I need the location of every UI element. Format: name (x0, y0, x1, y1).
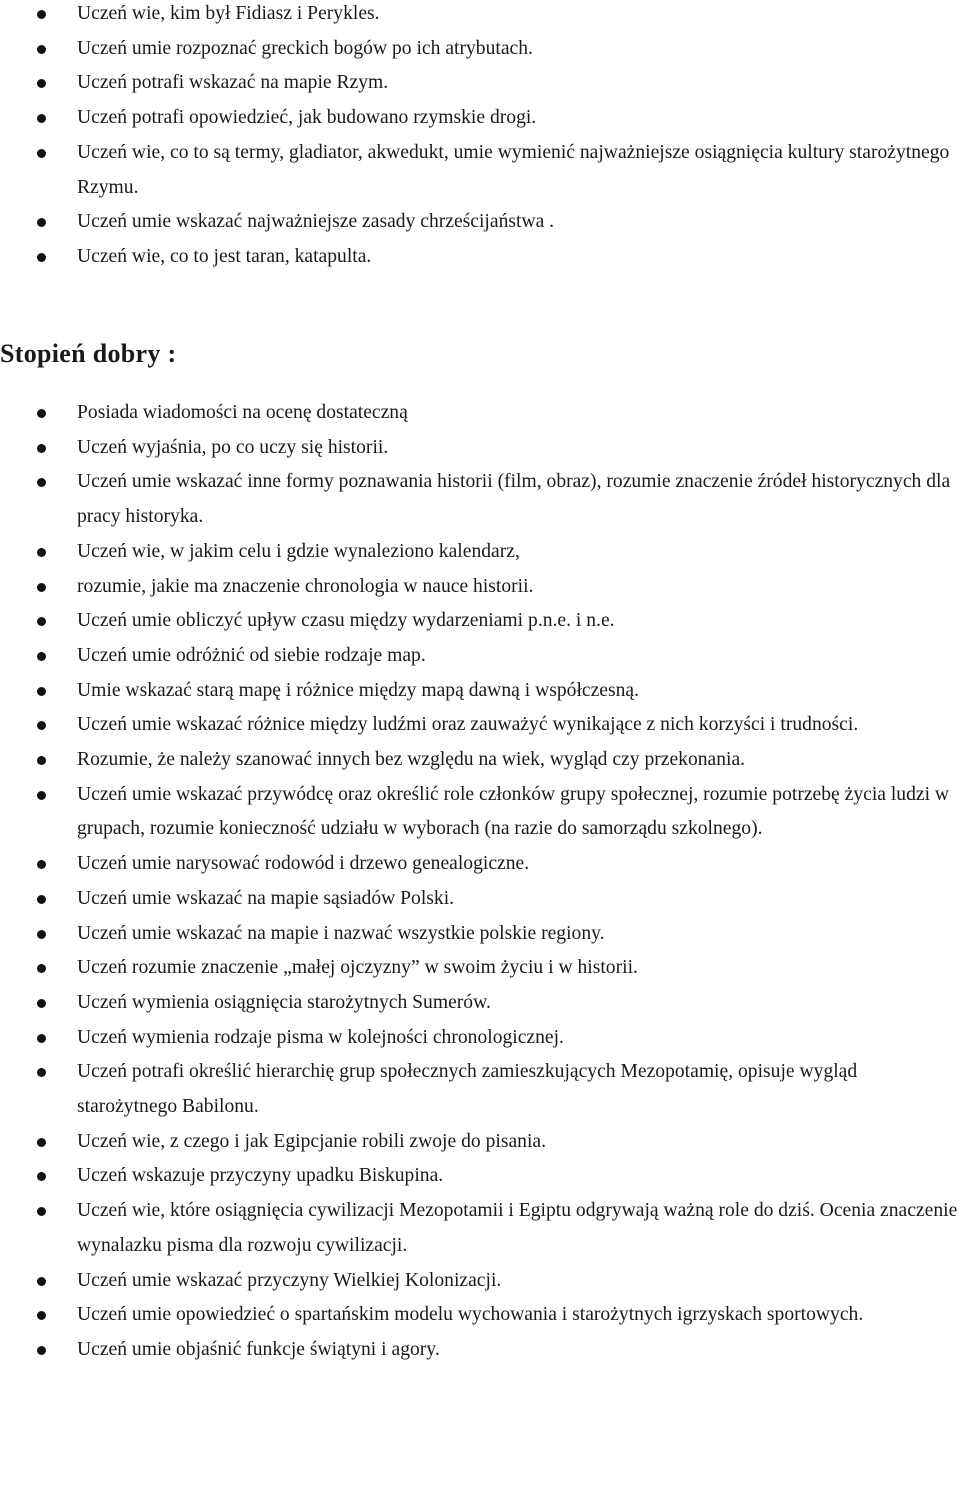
list-item-text: Uczeń wymienia rodzaje pisma w kolejności chronologicznej. (77, 1026, 564, 1048)
list-item (0, 66, 960, 101)
list-item (0, 1125, 960, 1160)
list-item (0, 708, 960, 743)
list-item (0, 1333, 960, 1368)
section-heading: Stopień dobry : (0, 339, 177, 368)
bullet-icon (37, 756, 46, 765)
bullet-icon (37, 617, 46, 626)
bullet-icon (37, 895, 46, 904)
list-item-text: Umie wskazać starą mapę i różnice między mapą dawną i współczesną. (77, 679, 639, 701)
list-item-text: Uczeń umie wskazać przyczyny Wielkiej Kolonizacji. (77, 1269, 502, 1291)
bullet-icon (37, 930, 46, 939)
list-item (0, 465, 960, 534)
list-item (0, 882, 960, 917)
list-item-text: Uczeń umie opowiedzieć o spartańskim modelu wychowania i starożytnych igrzyskach sportowych. (77, 1304, 864, 1326)
list-item-text: Uczeń wymienia osiągnięcia starożytnych Sumerów. (77, 991, 491, 1013)
bullet-icon (37, 860, 46, 869)
list-item-text: Uczeń umie wskazać różnice między ludźmi oraz zauważyć wynikające z nich korzyści i trudności. (77, 714, 859, 736)
list-item-text: rozumie, jakie ma znaczenie chronologia w nauce historii. (77, 575, 534, 597)
list-item (0, 1298, 960, 1333)
list-item (0, 951, 960, 986)
bullet-icon (37, 583, 46, 592)
list-item-text: Uczeń umie narysować rodowód i drzewo genealogiczne. (77, 853, 530, 875)
list-item-text: Uczeń umie rozpoznać greckich bogów po ich atrybutach. (77, 37, 533, 59)
bullet-icon (37, 687, 46, 696)
list-item (0, 1159, 960, 1194)
list-item (0, 778, 960, 847)
bullet-icon (37, 478, 46, 487)
bullet-icon (37, 218, 46, 227)
list-item (0, 1055, 960, 1124)
list-item (0, 986, 960, 1021)
list-item-text: Uczeń wie, co to są termy, gladiator, akwedukt, umie wymienić najważniejsze osiągnięcia kultury starożytnego Rzymu. (77, 141, 950, 198)
bullet-icon (37, 1346, 46, 1355)
list-item-text: Uczeń umie objaśnić funkcje świątyni i agory. (77, 1338, 440, 1360)
list-item (0, 1264, 960, 1299)
top-bullet-list (0, 0, 960, 275)
bullet-icon (37, 548, 46, 557)
dobry-bullet-list (0, 396, 960, 1368)
bullet-icon (37, 1068, 46, 1077)
bullet-icon (37, 1172, 46, 1181)
list-item-text: Uczeń potrafi określić hierarchię grup społecznych zamieszkujących Mezopotamię, opisuje wygląd starożytnego Babilonu. (77, 1061, 858, 1118)
list-item (0, 847, 960, 882)
bullet-icon (37, 791, 46, 800)
list-item-text: Uczeń umie odróżnić od siebie rodzaje map. (77, 644, 426, 666)
list-item (0, 1021, 960, 1056)
list-item-text: Uczeń umie wskazać najważniejsze zasady chrześcijaństwa . (77, 211, 555, 233)
list-item (0, 136, 960, 205)
bullet-icon (37, 149, 46, 158)
list-item-text: Uczeń umie wskazać przywódcę oraz określić role członków grupy społecznej, rozumie potrzebę życia ludzi w grupach, rozumie konieczność udziału w wyborach (na razie do samorządu szkolnego). (77, 783, 950, 840)
list-item (0, 604, 960, 639)
list-item-text: Uczeń wie, kim był Fidiasz i Perykles. (77, 3, 380, 24)
list-item (0, 639, 960, 674)
bullet-icon (37, 1277, 46, 1286)
bullet-icon (37, 1207, 46, 1216)
bullet-icon (37, 1138, 46, 1147)
bullet-icon (37, 1311, 46, 1320)
list-item-text: Uczeń wskazuje przyczyny upadku Biskupina. (77, 1165, 444, 1187)
list-item (0, 101, 960, 136)
list-item-text: Uczeń umie obliczyć upływ czasu między wydarzeniami p.n.e. i n.e. (77, 610, 615, 632)
list-item-text: Uczeń wie, co to jest taran, katapulta. (77, 245, 372, 267)
list-item (0, 535, 960, 570)
list-item-text: Uczeń potrafi opowiedzieć, jak budowano rzymskie drogi. (77, 107, 537, 129)
bullet-icon (37, 409, 46, 418)
list-item-text: Posiada wiadomości na ocenę dostateczną (77, 402, 408, 423)
bullet-icon (37, 999, 46, 1008)
list-item (0, 570, 960, 605)
list-item (0, 917, 960, 952)
list-item-text: Uczeń wie, z czego i jak Egipcjanie robili zwoje do pisania. (77, 1130, 546, 1152)
bullet-icon (37, 253, 46, 262)
bullet-icon (37, 964, 46, 973)
list-item (0, 0, 960, 32)
list-item (0, 32, 960, 67)
bullet-icon (37, 10, 46, 19)
bullet-icon (37, 79, 46, 88)
list-item (0, 743, 960, 778)
bullet-icon (37, 652, 46, 661)
bullet-icon (37, 721, 46, 730)
bullet-icon (37, 114, 46, 123)
list-item-text: Uczeń wyjaśnia, po co uczy się historii. (77, 436, 389, 458)
list-item (0, 431, 960, 466)
bullet-icon (37, 45, 46, 54)
list-item-text: Uczeń wie, w jakim celu i gdzie wynaleziono kalendarz, (77, 540, 520, 562)
bullet-icon (37, 444, 46, 453)
list-item (0, 674, 960, 709)
list-item-text: Uczeń umie wskazać na mapie i nazwać wszystkie polskie regiony. (77, 922, 605, 944)
list-item-text: Uczeń umie wskazać inne formy poznawania historii (film, obraz), rozumie znaczenie źródeł historycznych dla pracy historyka. (77, 471, 951, 528)
list-item-text: Rozumie, że należy szanować innych bez względu na wiek, wygląd czy przekonania. (77, 749, 746, 771)
bullet-icon (37, 1034, 46, 1043)
list-item (0, 205, 960, 240)
list-item-text: Uczeń wie, które osiągnięcia cywilizacji Mezopotamii i Egiptu odgrywają ważną role do dziś. Ocenia znaczenie wynalazku pisma dla rozwoju cywilizacji. (77, 1200, 958, 1256)
list-item-text: Uczeń potrafi wskazać na mapie Rzym. (77, 72, 389, 94)
list-item (0, 396, 960, 431)
list-item (0, 1194, 960, 1263)
list-item-text: Uczeń rozumie znaczenie „małej ojczyzny” w swoim życiu i w historii. (77, 957, 638, 979)
list-item (0, 240, 960, 275)
list-item-text: Uczeń umie wskazać na mapie sąsiadów Polski. (77, 887, 455, 909)
